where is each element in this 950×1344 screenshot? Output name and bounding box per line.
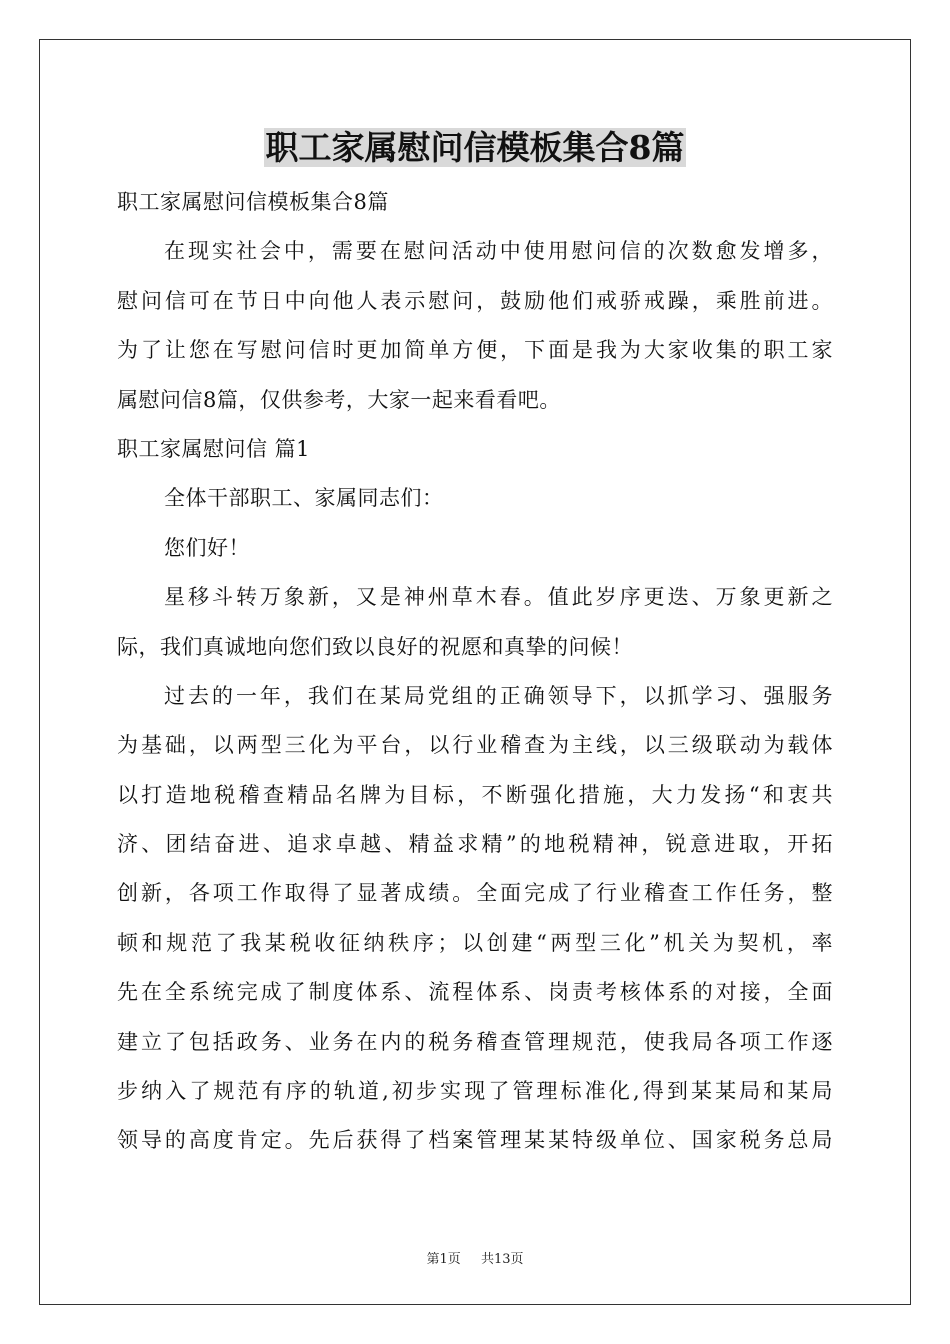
text-line: 全体干部职工、家属同志们：: [164, 486, 444, 511]
page-number: 第1页: [426, 1252, 461, 1267]
text-line: 步纳入了规范有序的轨道,初步实现了管理标准化,得到某某局和某局: [117, 1079, 833, 1104]
text-line: 领导的高度肯定。先后获得了档案管理某某特级单位、国家税务总局: [117, 1128, 833, 1153]
page-total: 共13页: [480, 1252, 524, 1267]
text-line: 先在全系统完成了制度体系、流程体系、岗责考核体系的对接，全面: [117, 980, 833, 1005]
text-line: 过去的一年，我们在某局党组的正确领导下，以抓学习、强服务: [164, 683, 833, 708]
text-line: 顿和规范了我某税收征纳秩序；以创建“两型三化”机关为契机，率: [117, 930, 833, 955]
text-line: 为基础，以两型三化为平台，以行业稽查为主线，以三级联动为载体: [117, 733, 833, 758]
text-line: 属慰问信8篇，仅供参考，大家一起来看看吧。: [117, 387, 561, 412]
text-line: 慰问信可在节日中向他人表示慰问，鼓励他们戒骄戒躁，乘胜前进。: [117, 288, 833, 313]
text-line: 建立了包括政务、业务在内的税务稽查管理规范，使我局各项工作逐: [117, 1029, 833, 1054]
page-footer: [0, 1248, 950, 1267]
text-line: 创新，各项工作取得了显著成绩。全面完成了行业稽查工作任务，整: [117, 881, 833, 906]
text-line: 职工家属慰问信 篇1: [117, 436, 311, 461]
text-line: 际，我们真诚地向您们致以良好的祝愿和真挚的问候！: [117, 634, 633, 659]
text-line: 星移斗转万象新，又是神州草木春。值此岁序更迭、万象更新之: [164, 585, 833, 610]
text-line: 为了让您在写慰问信时更加简单方便，下面是我为大家收集的职工家: [117, 338, 833, 363]
text-line: 在现实社会中，需要在慰问活动中使用慰问信的次数愈发增多，: [164, 239, 833, 264]
text-line: 以打造地税稽查精品名牌为目标，不断强化措施，大力发扬“和衷共: [117, 782, 833, 807]
text-line: 济、团结奋进、追求卓越、精益求精”的地税精神，锐意进取，开拓: [117, 832, 833, 857]
document-body: [117, 178, 833, 1166]
document-title: [0, 125, 950, 171]
text-line: 职工家属慰问信模板集合8篇: [117, 190, 389, 214]
document-title-text: 职工家属慰问信模板集合8篇: [265, 128, 685, 167]
text-line: 您们好！: [164, 535, 250, 560]
